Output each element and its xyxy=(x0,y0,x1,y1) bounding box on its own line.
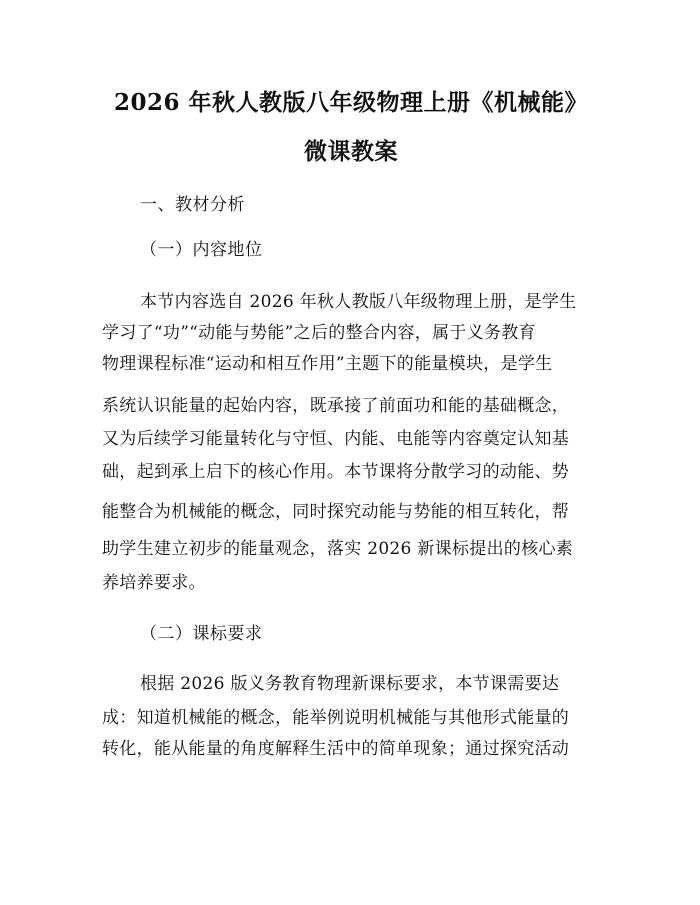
subsection-heading-curriculum-requirements: （二）课标要求 xyxy=(140,624,263,644)
paragraph-line: 又为后续学习能量转化与守恒、内能、电能等内容奠定认知基 xyxy=(102,429,570,449)
paragraph-line: 助学生建立初步的能量观念，落实 2026 新课标提出的核心素 xyxy=(102,539,574,559)
paragraph-line: 系统认识能量的起始内容，既承接了前面功和能的基础概念， xyxy=(102,396,570,416)
paragraph-line: 学习了“功”“动能与势能”之后的整合内容，属于义务教育 xyxy=(102,323,536,343)
paragraph-line: 础，起到承上启下的核心作用。本节课将分散学习的动能、势 xyxy=(102,462,570,482)
paragraph-line: 能整合为机械能的概念，同时探究动能与势能的相互转化，帮 xyxy=(102,502,570,522)
paragraph-line: 养培养要求。 xyxy=(102,573,206,593)
section-heading-textbook-analysis: 一、教材分析 xyxy=(140,195,245,215)
paragraph-line: 成：知道机械能的概念，能举例说明机械能与其他形式能量的 xyxy=(102,708,570,728)
document-title-line-1: 2026 年秋人教版八年级物理上册《机械能》 xyxy=(113,89,589,116)
paragraph-line: 转化，能从能量的角度解释生活中的简单现象；通过探究活动 xyxy=(102,739,570,759)
subsection-heading-content-position: （一）内容地位 xyxy=(140,240,263,260)
document-title-line-2: 微课教案 xyxy=(304,138,398,165)
paragraph-line: 根据 2026 版义务教育物理新课标要求，本节课需要达 xyxy=(140,674,560,694)
paragraph-line: 物理课程标准“运动和相互作用”主题下的能量模块，是学生 xyxy=(102,354,553,374)
paragraph-line: 本节内容选自 2026 年秋人教版八年级物理上册，是学生 xyxy=(140,292,577,312)
